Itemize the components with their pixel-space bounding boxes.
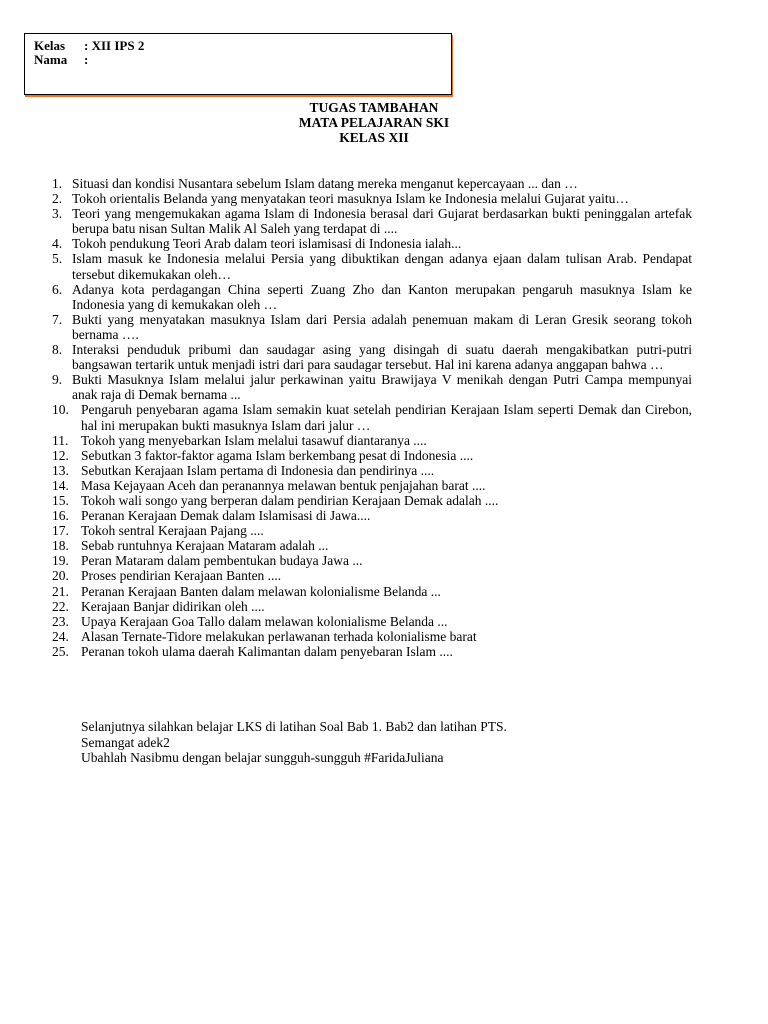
question-text: Alasan Ternate-Tidore melakukan perlawanan terhada kolonialisme barat — [81, 628, 477, 644]
question-item — [0, 176, 768, 191]
question-item — [0, 508, 768, 523]
question-text: Masa Kejayaan Aceh dan peranannya melawan bentuk penjajahan barat .... — [81, 477, 486, 493]
question-text: Peranan Kerajaan Demak dalam Islamisasi di Jawa.... — [81, 508, 371, 524]
question-number: 6. — [52, 281, 63, 297]
title-line-3: KELAS XII — [339, 130, 409, 145]
nama-line — [34, 52, 88, 67]
question-number: 4. — [52, 236, 63, 252]
question-number: 18. — [52, 538, 69, 554]
closing-line-2: Semangat adek2 — [81, 734, 170, 750]
question-item — [0, 614, 768, 629]
question-item — [0, 538, 768, 553]
closing-line-3: Ubahlah Nasibmu dengan belajar sungguh-sungguh #FaridaJuliana — [81, 750, 444, 765]
question-text: Peranan Kerajaan Banten dalam melawan kolonialisme Belanda ... — [81, 583, 441, 599]
question-text: Tokoh yang menyebarkan Islam melalui tasawuf diantaranya .... — [81, 432, 427, 448]
question-item — [0, 206, 768, 236]
question-number: 10. — [52, 402, 69, 418]
question-item — [0, 282, 768, 312]
question-number: 3. — [52, 206, 63, 222]
question-item — [0, 629, 768, 644]
nama-label: Nama — [34, 52, 68, 67]
student-info-box — [24, 33, 452, 95]
question-number: 1. — [52, 176, 63, 191]
title-line-1: TUGAS TAMBAHAN — [309, 100, 439, 115]
question-item — [0, 372, 768, 402]
question-number: 14. — [52, 477, 69, 493]
question-item — [0, 493, 768, 508]
question-text: Pengaruh penyebaran agama Islam semakin kuat setelah pendirian Kerajaan Islam seperti Demak dan Cirebon, hal ini merupakan bukti masuknya Islam dari jalur … — [81, 402, 692, 433]
question-text: Sebab runtuhnya Kerajaan Mataram adalah ... — [81, 538, 329, 554]
question-text: Tokoh sentral Kerajaan Pajang .... — [81, 523, 264, 539]
question-item — [0, 553, 768, 568]
question-number: 2. — [52, 191, 63, 207]
question-number: 17. — [52, 523, 69, 539]
question-item — [0, 584, 768, 599]
question-number: 16. — [52, 508, 69, 524]
nama-value: : — [84, 52, 89, 67]
question-number: 19. — [52, 553, 69, 569]
question-list — [0, 176, 768, 659]
question-item — [0, 191, 768, 206]
question-text: Sebutkan Kerajaan Islam pertama di Indonesia dan pendirinya .... — [81, 462, 435, 478]
question-text: Peranan tokoh ulama daerah Kalimantan dalam penyebaran Islam .... — [81, 643, 453, 659]
question-item — [0, 523, 768, 538]
question-text: Upaya Kerajaan Goa Tallo dalam melawan kolonialisme Belanda ... — [81, 613, 448, 629]
question-item — [0, 568, 768, 583]
question-item — [0, 236, 768, 251]
question-text: Interaksi penduduk pribumi dan saudagar asing yang disingah di suatu daerah mengakibatkan putri-putri bangsawan tertarik untuk menjadi istri dari para saudagar tersebut. Hal ini karena adanya anggapan bahwa … — [72, 342, 692, 373]
question-text: Teori yang mengemukakan agama Islam di Indonesia berasal dari Gujarat berdasarkan bukti peninggalan artefak berupa batu nisan Sultan Malik Al Saleh yang terdapat di .... — [72, 206, 692, 237]
question-text: Bukti yang menyatakan masuknya Islam dari Persia adalah penemuan makam di Leran Gresik seorang tokoh bernama …. — [72, 311, 692, 342]
question-text: Adanya kota perdagangan China seperti Zuang Zho dan Kanton merupakan pengaruh masuknya Islam ke Indonesia yang di kemukakan oleh … — [72, 281, 692, 312]
question-text: Islam masuk ke Indonesia melalui Persia yang dibuktikan dengan adanya ejaan dalam tulisan Arab. Pendapat tersebut dikemukakan oleh… — [72, 251, 692, 282]
question-number: 12. — [52, 447, 69, 463]
question-item — [0, 402, 768, 432]
closing-line-1: Selanjutnya silahkan belajar LKS di latihan Soal Bab 1. Bab2 dan latihan PTS. — [81, 719, 507, 734]
closing-notes — [81, 719, 507, 766]
question-text: Kerajaan Banjar didirikan oleh .... — [81, 598, 265, 614]
question-number: 13. — [52, 462, 69, 478]
question-item — [0, 312, 768, 342]
question-item — [0, 463, 768, 478]
question-text: Situasi dan kondisi Nusantara sebelum Islam datang mereka menganut kepercayaan ... dan … — [72, 176, 578, 191]
question-number: 22. — [52, 598, 69, 614]
question-number: 15. — [52, 492, 69, 508]
question-text: Tokoh pendukung Teori Arab dalam teori islamisasi di Indonesia ialah... — [72, 236, 462, 252]
question-item — [0, 599, 768, 614]
question-number: 9. — [52, 372, 63, 388]
question-item — [0, 448, 768, 463]
question-number: 5. — [52, 251, 63, 267]
question-item — [0, 644, 768, 659]
question-number: 25. — [52, 643, 69, 659]
question-text: Sebutkan 3 faktor-faktor agama Islam berkembang pesat di Indonesia .... — [81, 447, 474, 463]
question-number: 11. — [52, 432, 69, 448]
question-number: 24. — [52, 628, 69, 644]
kelas-line — [34, 38, 144, 53]
question-number: 23. — [52, 613, 69, 629]
question-item — [0, 342, 768, 372]
question-text: Bukti Masuknya Islam melalui jalur perkawinan yaitu Brawijaya V menikah dengan Putri Campa mempunyai anak raja di Demak bernama ... — [72, 372, 692, 403]
question-item — [0, 251, 768, 281]
question-number: 20. — [52, 568, 69, 584]
question-text: Peran Mataram dalam pembentukan budaya Jawa ... — [81, 553, 363, 569]
kelas-value: : XII IPS 2 — [84, 38, 145, 53]
question-text: Tokoh orientalis Belanda yang menyatakan teori masuknya Islam ke Indonesia melalui Gujarat yaitu… — [72, 191, 629, 207]
kelas-label: Kelas — [34, 38, 66, 53]
question-text: Tokoh wali songo yang berperan dalam pendirian Kerajaan Demak adalah .... — [81, 492, 499, 508]
question-number: 8. — [52, 342, 63, 358]
question-number: 7. — [52, 311, 63, 327]
question-item — [0, 478, 768, 493]
question-number: 21. — [52, 583, 69, 599]
question-item — [0, 433, 768, 448]
title-line-2: MATA PELAJARAN SKI — [298, 115, 450, 130]
question-text: Proses pendirian Kerajaan Banten .... — [81, 568, 282, 584]
